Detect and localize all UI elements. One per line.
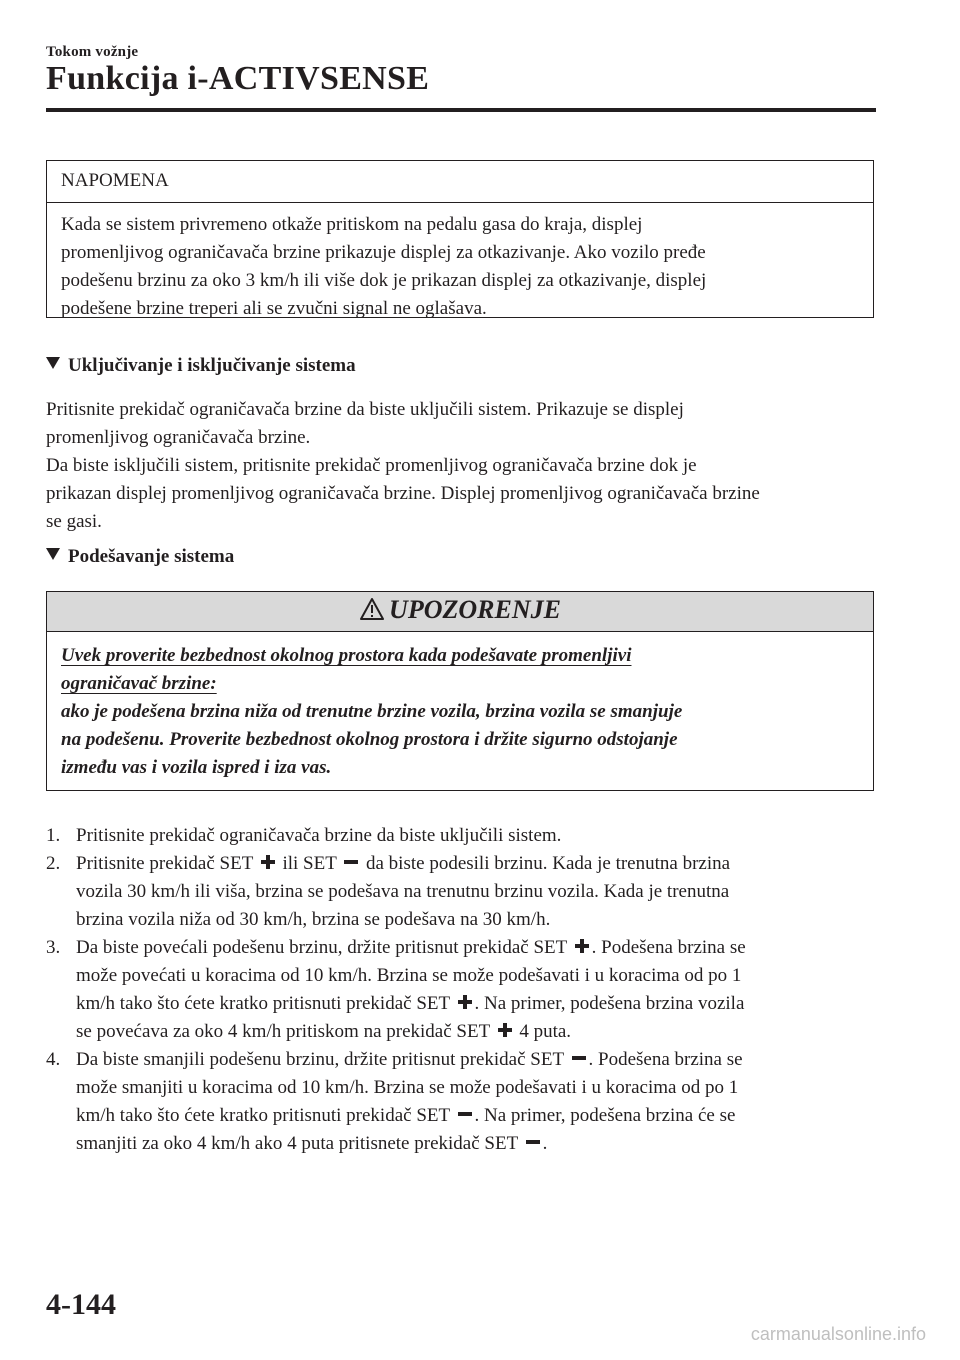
warning-underlined-line: ograničavač brzine: [61,673,217,694]
step-line [76,934,876,962]
page-number: 4-144 [46,1288,116,1321]
step-line: može povećati u koracima od 10 km/h. Brzina se može podešavati i u koracima od po 1 [76,965,742,986]
warning-header [47,592,873,632]
subheading-setting-text: Podešavanje sistema [68,546,235,567]
step-text [76,850,876,934]
minus-icon [572,1051,586,1065]
plus-icon [498,1023,512,1037]
paragraph-line: Da biste isključili sistem, pritisnite prekidač promenljivog ograničavača brzine dok je [46,455,697,476]
step-fragment: . Podešena brzina se [591,937,746,958]
plus-icon [261,855,275,869]
note-body [47,203,873,323]
minus-icon [344,855,358,869]
step-number: 2. [46,853,61,874]
title-divider [46,108,876,112]
step-line: Pritisnite prekidač ograničavača brzine da biste uključili sistem. [76,825,562,846]
step-line [76,1130,876,1158]
step-text [76,822,876,850]
step-fragment: . Na primer, podešena brzina će se [474,1105,736,1126]
chapter-label: Tokom vožnje [46,44,139,60]
step-fragment: ili SET [277,853,342,874]
step-line: može smanjiti u koracima od 10 km/h. Brzina se može podešavati i u koracima od po 1 [76,1077,739,1098]
subheading-setting [46,546,234,568]
subheading-on-off-text: Uključivanje i isključivanje sistema [68,355,356,376]
step-fragment: smanjiti za oko 4 km/h ako 4 puta pritisnete prekidač SET [76,1133,523,1154]
step-line [76,990,876,1018]
plus-icon [575,939,589,953]
note-box [46,160,874,318]
plus-icon [458,995,472,1009]
step-1 [46,822,876,850]
step-fragment: . Na primer, podešena brzina vozila [474,993,745,1014]
note-line: podešene brzine treperi ali se zvučni signal ne oglašava. [61,298,487,319]
note-heading: NAPOMENA [47,161,873,203]
warning-underlined-line: Uvek proverite bezbednost okolnog prostora kada podešavate promenljivi [61,645,632,666]
warning-box [46,591,874,791]
step-number: 4. [46,1049,61,1070]
step-text [76,1046,876,1158]
step-fragment: . [542,1133,548,1154]
step-fragment: Da biste povećali podešenu brzinu, držite pritisnut prekidač SET [76,937,572,958]
step-line [76,1046,876,1074]
warning-line: između vas i vozila ispred i iza vas. [61,757,332,778]
step-fragment: se povećava za oko 4 km/h pritiskom na prekidač SET [76,1021,495,1042]
step-fragment: . Podešena brzina se [588,1049,743,1070]
minus-icon [458,1107,472,1121]
step-fragment: Da biste smanjili podešenu brzinu, držite pritisnut prekidač SET [76,1049,569,1070]
step-line [76,1102,876,1130]
note-line: Kada se sistem privremeno otkaže pritiskom na pedalu gasa do kraja, displej [61,214,643,235]
step-line [76,850,876,878]
triangle-down-icon [46,357,60,369]
step-2 [46,850,876,934]
on-off-paragraph [46,396,886,536]
step-3 [46,934,876,1046]
paragraph-line: promenljivog ograničavača brzine. [46,427,311,448]
step-fragment: km/h tako što ćete kratko pritisnuti prekidač SET [76,1105,455,1126]
step-line: vozila 30 km/h ili viša, brzina se podešava na trenutnu brzinu vozila. Kada je trenutna [76,881,730,902]
step-fragment: km/h tako što ćete kratko pritisnuti prekidač SET [76,993,455,1014]
step-fragment: da biste podesili brzinu. Kada je trenutna brzina [361,853,731,874]
step-line: brzina vozila niža od 30 km/h, brzina se podešava na 30 km/h. [76,909,551,930]
warning-line: ako je podešena brzina niža od trenutne brzine vozila, brzina vozila se smanjuje [61,701,683,722]
paragraph-line: Pritisnite prekidač ograničavača brzine da biste uključili sistem. Prikazuje se displej [46,399,684,420]
watermark: carmanualsonline.info [750,1324,926,1344]
step-fragment: Pritisnite prekidač SET [76,853,258,874]
warning-heading: UPOZORENJE [389,595,561,624]
warning-line: na podešenu. Proverite bezbednost okolnog prostora i držite sigurno odstojanje [61,729,678,750]
step-line [76,1018,876,1046]
subheading-on-off [46,355,356,377]
paragraph-line: prikazan displej promenljivog ograničavača brzine. Displej promenljivog ograničavača brzine [46,483,760,504]
warning-body [47,632,873,782]
step-fragment: 4 puta. [514,1021,572,1042]
steps-list [46,822,876,1158]
step-4 [46,1046,876,1158]
paragraph-line: se gasi. [46,511,102,532]
step-number: 1. [46,825,61,846]
step-number: 3. [46,937,61,958]
step-text [76,934,876,1046]
note-line: promenljivog ograničavača brzine prikazuje displej za otkazivanje. Ako vozilo pređe [61,242,706,263]
minus-icon [526,1135,540,1149]
section-title: Funkcija i-ACTIVSENSE [46,60,430,97]
note-line: podešenu brzinu za oko 3 km/h ili više dok je prikazan displej za otkazivanje, displej [61,270,707,291]
triangle-down-icon [46,548,60,560]
warning-triangle-icon [359,597,385,621]
